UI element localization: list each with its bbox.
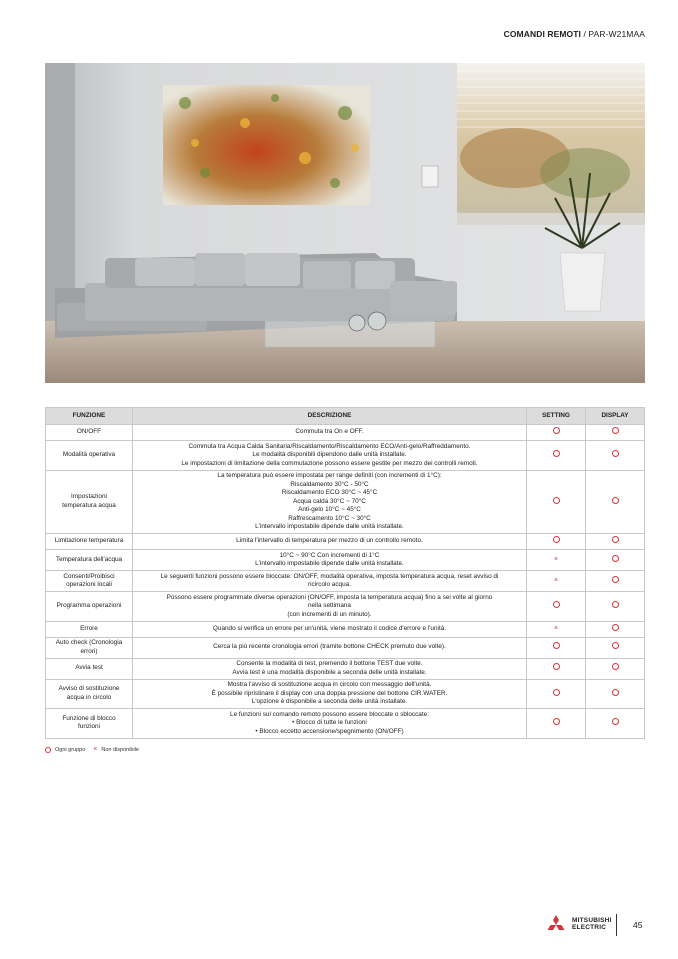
cell-funzione	[46, 534, 133, 550]
cell-line: Impostazioni	[71, 493, 107, 501]
circle-icon	[612, 642, 619, 649]
table-row	[46, 534, 645, 550]
cell-descrizione	[133, 534, 527, 550]
cell-line: Limita l'intervallo di temperatura per mezzo di un controllo remoto.	[236, 537, 423, 545]
cell-setting	[527, 658, 586, 679]
cell-funzione	[46, 441, 133, 471]
legend	[45, 746, 139, 753]
circle-icon	[45, 747, 51, 753]
cell-descrizione	[133, 592, 527, 622]
cell-line: Acqua calda 30°C ~ 70°C	[293, 497, 366, 505]
cell-funzione	[46, 592, 133, 622]
cell-line: L'intervallo impostabile dipende dalle unità installate.	[255, 560, 404, 567]
cell-line: Mostra l'avviso di sostituzione acqua in circolo con messaggio dell'unità.	[227, 681, 432, 688]
room-photo	[45, 63, 645, 383]
cell-descrizione	[133, 571, 527, 592]
table-row	[46, 637, 645, 658]
col-descrizione: DESCRIZIONE	[133, 408, 527, 425]
circle-icon	[612, 624, 619, 631]
cell-display	[586, 679, 645, 709]
cell-line: Avviso di sostituzione	[58, 685, 120, 693]
circle-icon	[553, 601, 560, 608]
footer-divider	[616, 914, 617, 936]
cell-funzione	[46, 679, 133, 709]
section-title: COMANDI REMOTI	[503, 29, 582, 39]
cell-line: (con incrementi di un minuto).	[287, 610, 372, 618]
brand-line-2: ELECTRIC	[572, 923, 607, 931]
col-setting: SETTING	[527, 408, 586, 425]
cell-funzione	[46, 571, 133, 592]
cell-display	[586, 658, 645, 679]
circle-icon	[612, 536, 619, 543]
cell-line: Avvia test	[75, 664, 103, 672]
cell-line: Le funzioni sul comando remoto possono essere bloccate o sbloccate:	[230, 710, 429, 718]
cell-setting	[527, 441, 586, 471]
cell-line: Riscaldamento ECO 30°C ~ 45°C	[281, 489, 378, 496]
cell-line: Avvia test è una modalità disponibile a seconda delle unità installate.	[232, 668, 427, 676]
cell-setting	[527, 470, 586, 534]
table-row	[46, 709, 645, 739]
cell-line: È possibile ripristinare il display con una doppia pressione del bottone CIR.WATER.	[211, 689, 448, 697]
cell-descrizione	[133, 550, 527, 571]
cell-display	[586, 425, 645, 441]
cell-line: Commuta tra On e OFF.	[295, 428, 364, 436]
circle-icon	[612, 576, 619, 583]
cell-descrizione	[133, 679, 527, 709]
table-row	[46, 571, 645, 592]
mitsubishi-logo	[545, 915, 612, 934]
circle-icon	[612, 427, 619, 434]
cell-display	[586, 441, 645, 471]
circle-icon	[553, 663, 560, 670]
table-row	[46, 621, 645, 637]
cell-line: temperatura acqua	[62, 501, 116, 509]
cell-display	[586, 550, 645, 571]
cell-funzione	[46, 637, 133, 658]
cell-line: La temperatura può essere impostata per range definiti (con incrementi di 1°C):	[217, 472, 442, 479]
cell-line: 10°C ~ 90°C Con incrementi di 1°C	[279, 551, 380, 559]
cell-line: Consente la modalità di test, premendo il bottone TEST due volte.	[236, 660, 423, 667]
cell-line: Errore	[80, 624, 98, 632]
cell-funzione	[46, 550, 133, 571]
table-body	[46, 425, 645, 739]
cell-line: ricircolo acqua.	[308, 581, 351, 588]
cell-line: L'opzione è disponibile a seconda delle unità installate.	[251, 698, 408, 705]
model-name: PAR-W21MAA	[588, 29, 645, 39]
circle-icon	[612, 450, 619, 457]
cell-descrizione	[133, 425, 527, 441]
cell-line: Possono essere programmate diverse operazioni (ON/OFF, imposta la temperatura acqua) fino a sei volte al giorno	[166, 593, 493, 601]
circle-icon	[612, 601, 619, 608]
cell-descrizione	[133, 441, 527, 471]
table-header-row	[46, 408, 645, 425]
cell-line: funzioni	[77, 723, 101, 731]
circle-icon	[553, 497, 560, 504]
cell-funzione	[46, 709, 133, 739]
col-funzione: FUNZIONE	[46, 408, 133, 425]
cell-setting	[527, 592, 586, 622]
cell-line: Commuta tra Acqua Calda Sanitaria/Riscaldamento/Riscaldamento ECO/Anti-gelo/Raffreddamento.	[188, 442, 471, 450]
cell-funzione	[46, 621, 133, 637]
circle-icon	[553, 427, 560, 434]
cell-funzione	[46, 470, 133, 534]
three-diamonds-icon	[545, 915, 567, 934]
cell-setting	[527, 709, 586, 739]
cell-setting	[527, 621, 586, 637]
cell-line: Le seguenti funzioni possono essere bloccate: ON/OFF, modalità operativa, imposta temperatura acqua, reset avviso di	[160, 572, 499, 580]
cell-line: Consenti/Proibisci	[63, 572, 115, 580]
legend-circle-label: Ogni gruppo	[55, 746, 86, 753]
cell-setting	[527, 534, 586, 550]
cell-line: Riscaldamento 30°C - 50°C	[290, 480, 369, 488]
page-header: COMANDI REMOTI / PAR-W21MAA	[503, 29, 645, 39]
cell-line: Le impostazioni di limitazione della commutazione possono essere gestite per mezzo dei controlli remoti.	[181, 459, 478, 467]
brand-line-1: MITSUBISHI	[572, 917, 612, 924]
circle-icon	[553, 642, 560, 649]
cell-line: operazioni locali	[66, 581, 112, 588]
table-row	[46, 550, 645, 571]
cell-line: Raffrescamento 10°C ~ 30°C	[288, 514, 371, 522]
page-number: 45	[633, 920, 643, 930]
cell-setting	[527, 637, 586, 658]
cell-display	[586, 592, 645, 622]
col-display: DISPLAY	[586, 408, 645, 425]
table-row	[46, 470, 645, 534]
cell-descrizione	[133, 621, 527, 637]
cell-descrizione	[133, 709, 527, 739]
cell-line: • Blocco eccetto accensione/spegnimento (ON/OFF)	[255, 727, 404, 735]
cell-display	[586, 621, 645, 637]
cell-descrizione	[133, 637, 527, 658]
circle-icon	[612, 718, 619, 725]
cell-display	[586, 637, 645, 658]
cell-funzione	[46, 658, 133, 679]
cell-display	[586, 470, 645, 534]
table-row	[46, 425, 645, 441]
circle-icon	[553, 536, 560, 543]
table-row	[46, 679, 645, 709]
cross-icon: ×	[93, 746, 98, 753]
cell-line: Cerca la più recente cronologia errori (tramite bottone CHECK premuto due volte).	[213, 643, 446, 651]
table-row	[46, 658, 645, 679]
table-row	[46, 592, 645, 622]
cell-display	[586, 534, 645, 550]
circle-icon	[612, 689, 619, 696]
cell-setting	[527, 425, 586, 441]
circle-icon	[612, 497, 619, 504]
circle-icon	[553, 450, 560, 457]
circle-icon	[612, 555, 619, 562]
cell-line: Programma operazioni	[56, 602, 122, 609]
cell-descrizione	[133, 470, 527, 534]
functions-table	[45, 407, 645, 739]
table-row	[46, 441, 645, 471]
cell-setting	[527, 679, 586, 709]
cell-line: • Blocco di tutte le funzioni	[292, 719, 367, 726]
circle-icon	[553, 718, 560, 725]
cell-line: Limitazione temperatura	[54, 537, 124, 545]
cell-line: nella settimana	[308, 602, 351, 609]
cell-display	[586, 571, 645, 592]
cell-funzione	[46, 425, 133, 441]
cell-line: Quando si verifica un errore per un'unità, viene mostrato il codice d'errore e l'unità.	[212, 624, 447, 632]
cell-line: ON/OFF	[76, 428, 102, 436]
cell-line: Auto check (Cronologia	[55, 639, 123, 646]
cell-descrizione	[133, 658, 527, 679]
cell-display	[586, 709, 645, 739]
cross-icon: ×	[553, 555, 559, 563]
cell-setting	[527, 571, 586, 592]
cell-line: L'intervallo impostabile dipende dalle unità installate.	[255, 523, 404, 530]
cell-line: Modalità operativa	[62, 451, 116, 458]
cross-icon: ×	[553, 624, 559, 632]
circle-icon	[612, 663, 619, 670]
cell-line: Funzione di blocco	[62, 714, 116, 722]
cell-line: Anti-gelo 10°C ~ 45°C	[298, 506, 361, 513]
cell-line: Le modalità disponibili dipendono dalle unità installate.	[252, 451, 407, 458]
cell-line: acqua in circolo	[66, 693, 112, 701]
cell-setting	[527, 550, 586, 571]
cell-line: Temperatura dell'acqua	[55, 555, 123, 563]
legend-cross-label: Non disponibile	[101, 746, 139, 753]
circle-icon	[553, 689, 560, 696]
cell-line: errori)	[80, 647, 98, 655]
cross-icon: ×	[553, 576, 559, 584]
